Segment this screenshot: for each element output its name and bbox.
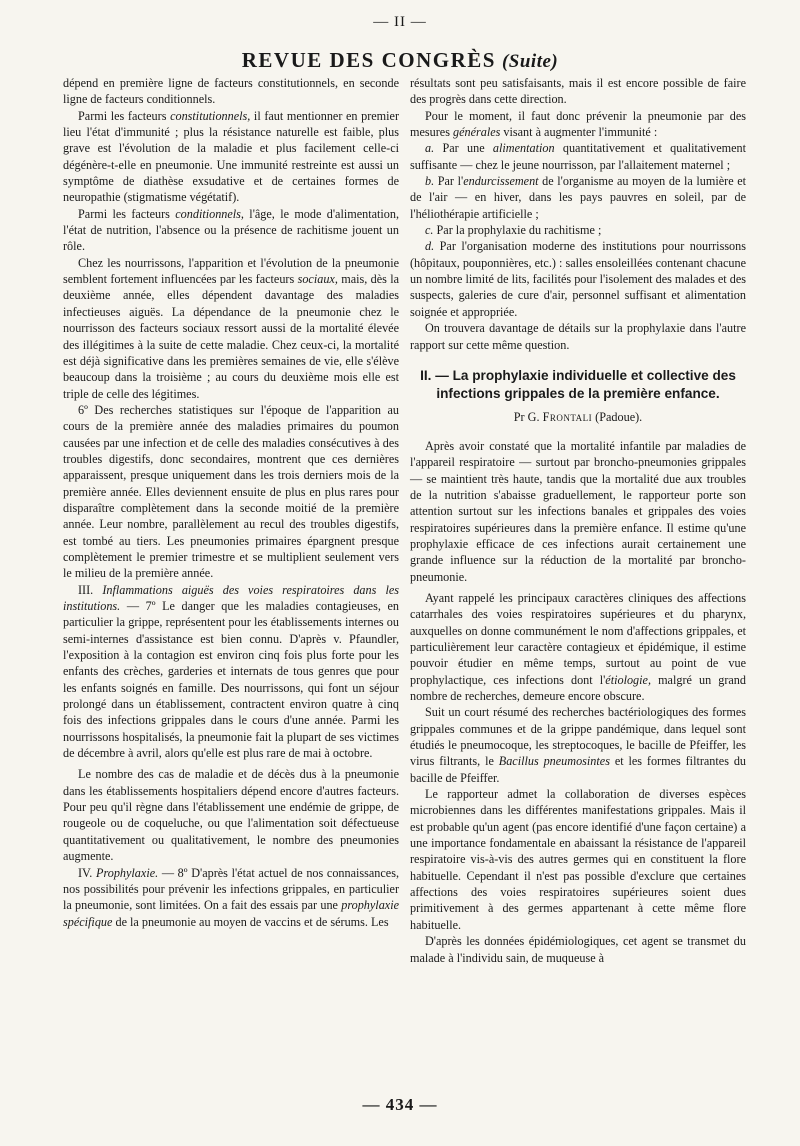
emphasis: alimentation bbox=[492, 141, 555, 156]
text-run: malgré un grand nombre de recherches, demeure encore obscure. bbox=[410, 672, 746, 703]
emphasis: sociaux, bbox=[297, 272, 338, 287]
paragraph: résultats sont peu satisfaisants, mais il est encore possible de faire des progrès dans cette direction. bbox=[410, 76, 746, 107]
text-run: Suit un court résumé des recherches bactériologiques des formes grippales communes et de la grippe pandémique, dans lequel sont étudiés le pneumocoque, les streptocoques, le bacille de Pfeiffer, les virus filtrants, le bbox=[410, 705, 746, 769]
paragraph bbox=[410, 704, 746, 786]
text-run: de l'organisme au moyen de la lumière et de l'air — en hiver, dans les pays pauvres en soleil, par de l'héliothérapie artificielle ; bbox=[410, 174, 747, 221]
paragraph: Le rapporteur admet la collaboration de diverses espèces microbiennes dans les différentes manifestations grippales. Mais il est probable qu'un agent (pas encore identifié d'une façon certaine) a une importance fondamentale en abaissant la résistance de l'appareil respiratoire vis-à-vis des autres germes qui en constituent la flore habituelle. Cependant il n'est pas possible d'exclure que certaines affections des voies respiratoires supérieures soient dues primitivement à des germes appartenant à cette même flore habituelle. bbox=[410, 787, 746, 932]
list-item bbox=[410, 222, 746, 238]
text-run: Par une bbox=[434, 141, 493, 156]
running-header bbox=[0, 48, 800, 74]
author-initial: G. bbox=[527, 409, 540, 424]
folio: — II — bbox=[373, 14, 427, 30]
left-column bbox=[63, 75, 399, 930]
emphasis: Bacillus pneumosintes bbox=[498, 754, 610, 769]
section-paragraph bbox=[63, 865, 399, 930]
list-item bbox=[410, 173, 746, 222]
section-title: II. — La prophylaxie individuelle et collective des infections grippales de la première enfance. bbox=[420, 367, 736, 401]
emphasis: endurcissement bbox=[463, 174, 539, 189]
header-suite: (Suite) bbox=[501, 51, 559, 72]
text-run: Par l' bbox=[434, 174, 464, 189]
emphasis: générales bbox=[452, 125, 501, 140]
list-label: d. bbox=[425, 239, 435, 254]
list-item bbox=[410, 238, 746, 320]
emphasis: conditionnels, bbox=[175, 206, 244, 221]
list-label: a. bbox=[425, 141, 435, 156]
list-label: b. bbox=[425, 174, 435, 189]
paragraph: dépend en première ligne de facteurs constitutionnels, en seconde ligne de facteurs conditionnels. bbox=[63, 76, 399, 107]
list-label: c. bbox=[425, 223, 434, 238]
text-run: Par la prophylaxie du rachitisme ; bbox=[433, 223, 602, 238]
list-item bbox=[410, 140, 746, 173]
author-name: Frontali bbox=[542, 409, 593, 424]
paragraph: On trouvera davantage de détails sur la prophylaxie dans l'autre rapport sur cette même question. bbox=[410, 321, 746, 352]
paragraph bbox=[410, 108, 746, 141]
paragraph: Le nombre des cas de maladie et de décès dus à la pneumonie dans les établissements hospitaliers dépend encore d'autres facteurs. Pour peu qu'il règne dans l'établissement une endémie de grippe, de rougeole ou de coqueluche, ou que l'alimentation soit défectueuse quantitativement ou qualitativement, le nombre des pneumonies augmente. bbox=[63, 767, 399, 864]
paragraph: D'après les données épidémiologiques, cet agent se transmet du malade à l'individu sain, de muqueuse à bbox=[410, 934, 746, 965]
paragraph bbox=[63, 108, 399, 206]
text-run: il faut mentionner en premier lieu l'état d'immunité ; plus la résistance naturelle est faible, plus grave est l'évolution de la maladie et plus facilement celle-ci dégénère-t-elle en pneumonie. Une immunité restreinte est aussi un symptôme de diathèse exsudative et de certaines formes de neuropathie (stigmatisme végétatif). bbox=[63, 108, 400, 205]
paragraph bbox=[63, 206, 399, 255]
author-line bbox=[410, 409, 746, 426]
section-paragraph bbox=[63, 582, 399, 762]
text-run: quantitativement et qualitativement suffisante — chez le jeune nourrisson, par l'allaitement maternel ; bbox=[410, 141, 746, 172]
text-run: mais, dès la deuxième année, elles dépendent davantage des maladies infectieuses aiguës. La dépendance de la pneumonie chez le nourrisson des facteurs sociaux ressort aussi de la mortalité élevée des illégitimes à la suite de cette maladie. Chez ceux-ci, la mortalité est déjà significative dans les premières semaines de vie, elle s'élève beaucoup dans la troisième ; au cours du deuxième mois elle est triple de celle des légitimes. bbox=[63, 272, 400, 401]
paragraph: 6º Des recherches statistiques sur l'époque de l'apparition au cours de la première année des maladies primaires du poumon causées par une infection et de celle des maladies consécutives à des troubles digestifs, donc secondaires, montrent que ces dernières apparaissent, presque uniquement dans les trois derniers mois de la première année. Elles deviennent ensuite de plus en plus rares pour disparaître complètement dans la seconde moitié de la première année. Leur nombre, parallèlement au recul des troubles digestifs, est tombé au tiers. Les pneumonies primaires épargnent presque complètement le premier trimestre et se multiplient seulement vers le milieu de la première année. bbox=[63, 402, 399, 581]
text-run: et les formes filtrantes du bacille de Pfeiffer. bbox=[410, 754, 747, 785]
paragraph: Après avoir constaté que la mortalité infantile par maladies de l'appareil respiratoire — surtout par broncho-pneumonies grippales — se maintient très haute, tandis que la mortalité due aux troubles de la nutrition s'abaisse graduellement, le rapporteur porte son attention surtout sur les infections banales et grippales des voies respiratoires supérieures dans la première enfance. Il estime qu'une prophylaxie efficace de ces infections aurait certainement une grande influence sur la réduction de la mortalité par broncho-pneumonie. bbox=[410, 438, 746, 584]
author-title: Pr bbox=[513, 409, 525, 424]
text-run: Parmi les facteurs bbox=[78, 108, 171, 123]
text-run: Chez les nourrissons, l'apparition et l'évolution de la pneumonie semblent fortement influencées par les facteurs bbox=[63, 255, 399, 287]
text-run: Parmi les facteurs bbox=[78, 206, 176, 221]
section-number: IV. bbox=[78, 865, 96, 880]
text-run: Par l'organisation moderne des institutions pour nourrissons (hôpitaux, pouponnières, etc.) : salles ensoleillées contenant chacune un nombre limité de lits, facilités pour l'isolement des malades et des suspects, galeries de cure d'air, personnel suffisant et alimentation soignée et appropriée. bbox=[410, 239, 746, 319]
right-column bbox=[410, 75, 746, 966]
section-heading: Inflammations aiguës des voies respiratoires dans les institutions. bbox=[63, 582, 399, 613]
paragraph bbox=[410, 590, 746, 704]
emphasis: étiologie, bbox=[605, 672, 651, 687]
text-run: de la pneumonie au moyen de vaccins et de sérums. Les bbox=[112, 914, 389, 929]
emphasis: prophylaxie spécifique bbox=[63, 898, 399, 929]
text-run: l'âge, le mode d'alimentation, l'état de nutrition, l'absence ou la présence de rachitisme jouent un rôle. bbox=[63, 206, 400, 254]
emphasis: constitutionnels, bbox=[170, 108, 251, 123]
text-run: visant à augmenter l'immunité : bbox=[500, 125, 658, 140]
text-run: — 8º D'après l'état actuel de nos connaissances, nos possibilités pour prévenir les infections grippales, en particulier la pneumonie, sont limitées. On a fait des essais par une bbox=[63, 865, 399, 913]
text-run: — 7º Le danger que les maladies contagieuses, en particulier la grippe, représentent pour les établissements internes ou semi-internes d'assistance est bien connu. D'après v. Pfaundler, l'exposition à la contagion est environ cinq fois plus forte pour les enfants des crèches, garderies et internats de tous genres que pour les enfants soignés en famille. Des nourrissons, qui font un séjour prolongé dans un établissement, contractent environ quatre à cinq fois des infections grippales dans le cours d'une année. Parmi les nourrissons hospitalisés, la pneumonie fait la plupart de ses victimes de décembre à avril, alors qu'elle est plus rare de mai à octobre. bbox=[63, 599, 399, 761]
text-run: Ayant rappelé les principaux caractères cliniques des affections catarrhales des voies respiratoires supérieures et du pharynx, auxquelles on donne communément le nom d'affections grippales, et particulièrement leur caractère contagieux et épidémique, il estime pouvoir étudier en même temps, surtout au point de vue prophylactique, ces infections dont l' bbox=[410, 590, 746, 687]
page-number: — 434 — bbox=[362, 1095, 438, 1114]
author-place: (Padoue). bbox=[595, 409, 643, 424]
header-title: REVUE DES CONGRÈS bbox=[241, 48, 496, 72]
paragraph bbox=[63, 255, 399, 402]
section-number: III. bbox=[78, 582, 103, 597]
text-run: Pour le moment, il faut donc prévenir la pneumonie par des mesures bbox=[410, 108, 746, 140]
section-heading: Prophylaxie. bbox=[96, 865, 159, 880]
